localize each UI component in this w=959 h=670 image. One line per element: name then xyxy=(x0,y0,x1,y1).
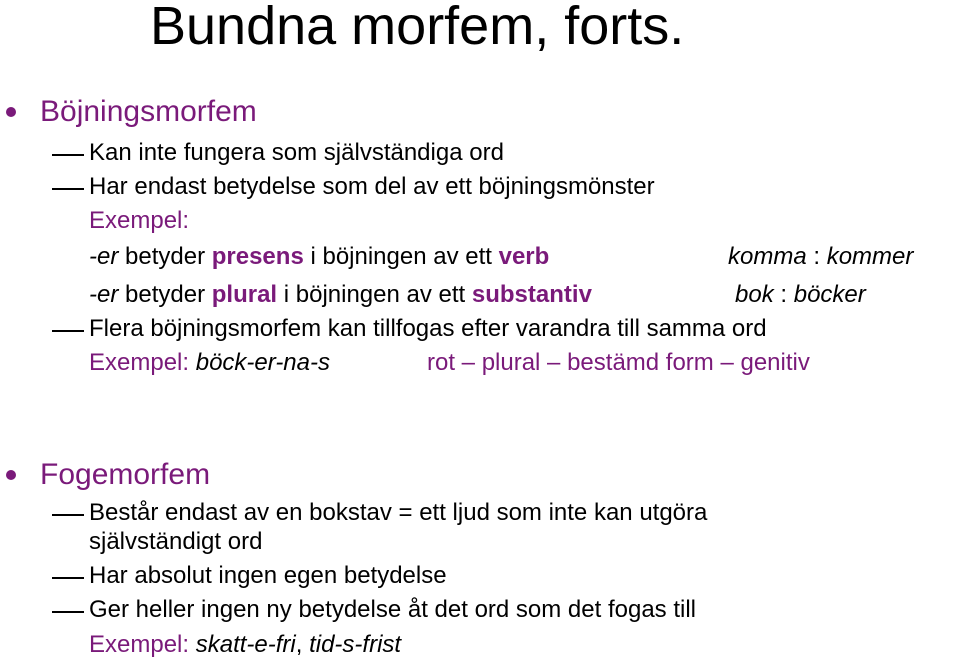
suffix-er: -er xyxy=(89,243,119,270)
text: i böjningen av ett xyxy=(277,281,472,308)
example-pair-bok xyxy=(735,280,866,310)
bullet-icon xyxy=(6,107,16,117)
text-line: Flera böjningsmorfem kan tillfogas efter varandra till samma ord xyxy=(89,315,767,342)
text: betyder xyxy=(118,281,212,308)
text-line: Ger heller ingen ny betydelse åt det ord som det fogas till xyxy=(89,596,697,623)
suffix-er: -er xyxy=(89,281,119,308)
example-row-substantiv xyxy=(89,280,592,310)
dash-icon xyxy=(52,154,84,156)
separator: : xyxy=(806,243,827,270)
dash-icon xyxy=(52,514,84,516)
keyword-substantiv: substantiv xyxy=(471,281,592,308)
example-row-fogemorfem xyxy=(89,630,401,660)
keyword-presens: presens xyxy=(211,243,304,270)
word-tid-s-frist: tid-s-frist xyxy=(309,631,402,658)
text: betyder xyxy=(118,243,212,270)
section-heading-bojningsmorfem: Böjningsmorfem xyxy=(40,95,257,128)
slide-title: Bundna morfem, forts. xyxy=(150,0,685,56)
word-kommer: kommer xyxy=(826,243,914,270)
text-line: Har endast betydelse som del av ett böjningsmönster xyxy=(89,173,655,200)
dash-icon xyxy=(52,330,84,332)
word-komma: komma xyxy=(728,243,807,270)
dash-icon xyxy=(52,188,84,190)
keyword-plural: plural xyxy=(211,281,278,308)
keyword-verb: verb xyxy=(498,243,550,270)
word-bock-er-na-s: böck-er-na-s xyxy=(195,349,330,376)
morpheme-gloss: rot – plural – bestämd form – genitiv xyxy=(427,349,810,376)
dash-icon xyxy=(52,577,84,579)
text-line: Består endast av en bokstav = ett ljud som inte kan utgöra xyxy=(89,499,708,526)
example-label: Exempel: xyxy=(89,349,196,376)
example-label: Exempel: xyxy=(89,207,190,234)
bullet-icon xyxy=(6,470,16,480)
example-row-verb xyxy=(89,242,549,272)
word-skatt-e-fri: skatt-e-fri xyxy=(195,631,296,658)
example-row-bock xyxy=(89,348,330,378)
dash-icon xyxy=(52,611,84,613)
word-bocker: böcker xyxy=(793,281,866,308)
text-line: Kan inte fungera som självständiga ord xyxy=(89,139,504,166)
example-label: Exempel: xyxy=(89,631,196,658)
separator: , xyxy=(295,631,310,658)
example-pair-komma xyxy=(728,242,913,272)
text: i böjningen av ett xyxy=(303,243,499,270)
text-line: Har absolut ingen egen betydelse xyxy=(89,562,447,589)
text-line-continued: självständigt ord xyxy=(89,528,263,555)
word-bok: bok xyxy=(735,281,774,308)
section-heading-fogemorfem: Fogemorfem xyxy=(40,458,211,491)
separator: : xyxy=(773,281,794,308)
